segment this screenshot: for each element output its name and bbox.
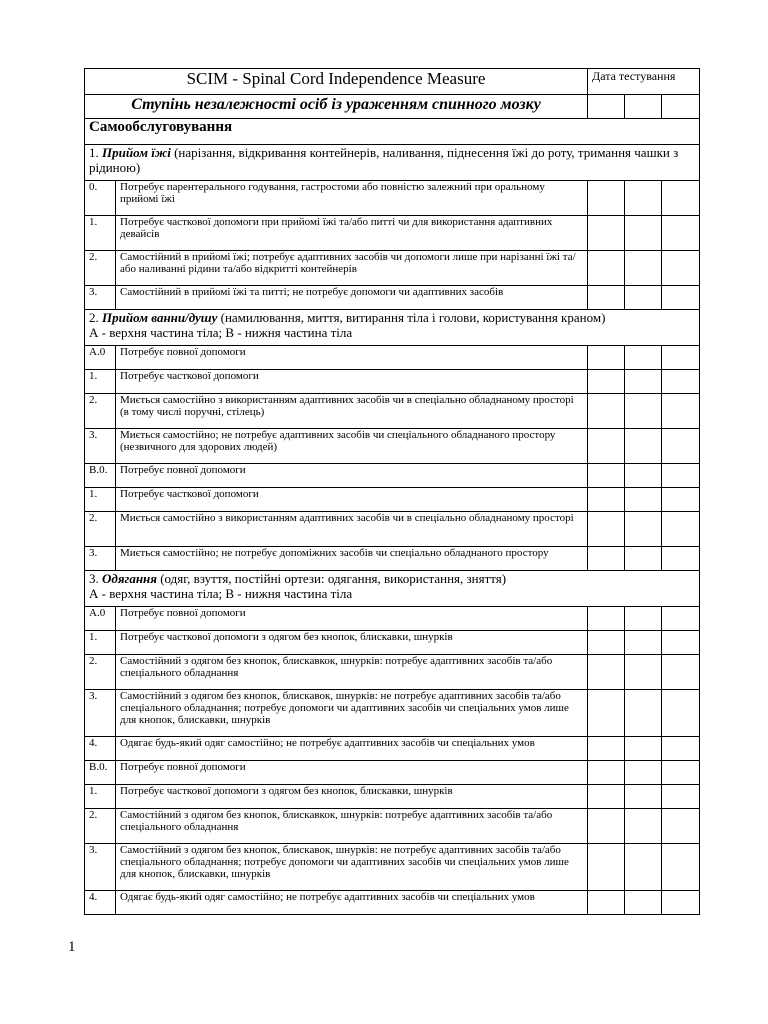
score-description: Потребує повної допомоги <box>116 761 588 785</box>
question-number: 3. <box>89 571 99 586</box>
score-entry-cell[interactable] <box>625 547 662 571</box>
score-entry-cell[interactable] <box>588 690 625 737</box>
score-description: Потребує часткової допомоги при прийомі їжі та/або питті чи для використання адаптивних девайсів <box>116 216 588 251</box>
scoring-row <box>85 631 700 655</box>
scoring-row <box>85 737 700 761</box>
scoring-row <box>85 785 700 809</box>
scoring-row <box>85 844 700 891</box>
score-entry-cell[interactable] <box>625 251 662 286</box>
score-code: A.0 <box>85 607 116 631</box>
score-description: Миється самостійно з використанням адаптивних засобів чи в спеціально обладнаному просторі (в тому числі поручні, стілець) <box>116 394 588 429</box>
page-number: 1 <box>68 939 76 955</box>
score-entry-cell[interactable] <box>662 737 700 761</box>
score-entry-cell[interactable] <box>588 631 625 655</box>
score-entry-cell[interactable] <box>662 488 700 512</box>
score-entry-cell[interactable] <box>662 809 700 844</box>
score-description: Потребує повної допомоги <box>116 346 588 370</box>
score-entry-cell[interactable] <box>588 286 625 310</box>
score-description: Миється самостійно; не потребує адаптивних засобів чи спеціального обладнаного простору (незвичного для здорових людей) <box>116 429 588 464</box>
score-code: B.0. <box>85 761 116 785</box>
question-title: Одягання <box>102 571 157 586</box>
score-code: 2. <box>85 394 116 429</box>
score-entry-cell[interactable] <box>588 370 625 394</box>
score-entry-cell[interactable] <box>662 631 700 655</box>
score-entry-cell[interactable] <box>625 346 662 370</box>
score-entry-cell[interactable] <box>588 809 625 844</box>
score-description: Одягає будь-який одяг самостійно; не потребує адаптивних засобів чи спеціальних умов <box>116 737 588 761</box>
score-entry-cell[interactable] <box>588 251 625 286</box>
score-entry-cell[interactable] <box>662 607 700 631</box>
score-entry-cell[interactable] <box>588 181 625 216</box>
score-entry-cell[interactable] <box>588 607 625 631</box>
scoring-row <box>85 394 700 429</box>
scoring-row <box>85 286 700 310</box>
question-subnote: А - верхня частина тіла; В - нижня частина тіла <box>89 586 353 601</box>
score-entry-cell[interactable] <box>662 370 700 394</box>
score-code: 1. <box>85 488 116 512</box>
score-entry-cell[interactable] <box>588 844 625 891</box>
scoring-row <box>85 690 700 737</box>
scoring-row <box>85 547 700 571</box>
question-header-row <box>85 145 700 181</box>
score-entry-cell[interactable] <box>625 737 662 761</box>
score-code: 2. <box>85 655 116 690</box>
score-entry-cell[interactable] <box>662 891 700 915</box>
score-entry-cell[interactable] <box>662 761 700 785</box>
score-code: 3. <box>85 429 116 464</box>
score-entry-cell[interactable] <box>662 429 700 464</box>
score-entry-cell[interactable] <box>588 547 625 571</box>
score-code: 3. <box>85 690 116 737</box>
scoring-row <box>85 607 700 631</box>
score-code: 3. <box>85 547 116 571</box>
score-entry-cell[interactable] <box>625 181 662 216</box>
score-description: Самостійний з одягом без кнопок, блискавкок, шнурків: потребує адаптивних засобів та/або спеціального обладнання <box>116 655 588 690</box>
score-entry-cell[interactable] <box>662 655 700 690</box>
scoring-row <box>85 761 700 785</box>
question-subnote: А - верхня частина тіла; В - нижня частина тіла <box>89 325 353 340</box>
score-entry-cell[interactable] <box>588 394 625 429</box>
score-description: Самостійний з одягом без кнопок, блискавкок, шнурків: потребує адаптивних засобів та/або спеціального обладнання <box>116 809 588 844</box>
score-entry-cell[interactable] <box>662 216 700 251</box>
score-description: Самостійний з одягом без кнопок, блискавок, шнурків: не потребує адаптивних засобів та/або спеціального обладнання; потребує допомоги чи адаптивних засобів чи спеціальних умов лише для кнопок, блискавки, шнурків <box>116 690 588 737</box>
scoring-row <box>85 891 700 915</box>
score-entry-cell[interactable] <box>625 785 662 809</box>
score-entry-cell[interactable] <box>662 547 700 571</box>
score-description: Потребує парентерального годування, гастростоми або повністю залежний при оральному прийомі їжі <box>116 181 588 216</box>
test-date-label: Дата тестування <box>588 69 700 95</box>
scoring-row <box>85 429 700 464</box>
score-description: Самостійний в прийомі їжі та питті; не потребує допомоги чи адаптивних засобів <box>116 286 588 310</box>
scim-form-table <box>84 68 700 915</box>
question-number: 2. <box>89 310 99 325</box>
score-entry-cell[interactable] <box>662 464 700 488</box>
score-entry-cell[interactable] <box>625 631 662 655</box>
score-entry-cell[interactable] <box>625 761 662 785</box>
score-entry-cell[interactable] <box>625 809 662 844</box>
score-entry-cell[interactable] <box>662 785 700 809</box>
score-code: 2. <box>85 251 116 286</box>
section-title: Самообслуговування <box>85 119 700 145</box>
question-title: Прийом їжі <box>102 145 171 160</box>
score-code: 2. <box>85 512 116 547</box>
score-description: Одягає будь-який одяг самостійно; не потребує адаптивних засобів чи спеціальних умов <box>116 891 588 915</box>
date-input-cell[interactable] <box>625 95 662 119</box>
score-entry-cell[interactable] <box>625 690 662 737</box>
score-description: Потребує часткової допомоги <box>116 488 588 512</box>
score-code: 4. <box>85 737 116 761</box>
score-description: Потребує повної допомоги <box>116 607 588 631</box>
score-code: 4. <box>85 891 116 915</box>
score-entry-cell[interactable] <box>588 464 625 488</box>
score-entry-cell[interactable] <box>662 251 700 286</box>
score-description: Миється самостійно; не потребує допоміжних засобів чи спеціально обладнаного простору <box>116 547 588 571</box>
score-entry-cell[interactable] <box>662 844 700 891</box>
score-entry-cell[interactable] <box>625 370 662 394</box>
question-header-row <box>85 571 700 607</box>
scoring-row <box>85 370 700 394</box>
question-number: 1. <box>89 145 99 160</box>
score-description: Потребує часткової допомоги з одягом без кнопок, блискавки, шнурків <box>116 631 588 655</box>
score-code: A.0 <box>85 346 116 370</box>
score-entry-cell[interactable] <box>588 785 625 809</box>
score-entry-cell[interactable] <box>625 607 662 631</box>
form-title: SCIM - Spinal Cord Independence Measure <box>85 69 588 95</box>
score-entry-cell[interactable] <box>588 346 625 370</box>
score-description: Потребує часткової допомоги з одягом без кнопок, блискавки, шнурків <box>116 785 588 809</box>
scoring-row <box>85 488 700 512</box>
scoring-row <box>85 512 700 547</box>
score-entry-cell[interactable] <box>662 346 700 370</box>
score-entry-cell[interactable] <box>588 891 625 915</box>
scoring-row <box>85 346 700 370</box>
score-entry-cell[interactable] <box>625 844 662 891</box>
question-header-row <box>85 310 700 346</box>
scoring-row <box>85 809 700 844</box>
scoring-row <box>85 216 700 251</box>
score-code: 3. <box>85 286 116 310</box>
score-code: B.0. <box>85 464 116 488</box>
score-entry-cell[interactable] <box>588 488 625 512</box>
score-entry-cell[interactable] <box>625 891 662 915</box>
score-description: Потребує часткової допомоги <box>116 370 588 394</box>
score-entry-cell[interactable] <box>662 286 700 310</box>
date-input-cell[interactable] <box>588 95 625 119</box>
score-code: 0. <box>85 181 116 216</box>
question-header <box>85 571 700 607</box>
score-entry-cell[interactable] <box>588 655 625 690</box>
score-entry-cell[interactable] <box>625 429 662 464</box>
score-entry-cell[interactable] <box>588 512 625 547</box>
score-entry-cell[interactable] <box>662 690 700 737</box>
score-description: Самостійний з одягом без кнопок, блискавок, шнурків: не потребує адаптивних засобів та/або спеціального обладнання; потребує допомоги чи адаптивних засобів чи спеціальних умов лише для кнопок, блискавки, шнурків <box>116 844 588 891</box>
score-entry-cell[interactable] <box>588 429 625 464</box>
score-entry-cell[interactable] <box>625 216 662 251</box>
score-entry-cell[interactable] <box>625 488 662 512</box>
score-entry-cell[interactable] <box>625 464 662 488</box>
scoring-row <box>85 251 700 286</box>
score-code: 1. <box>85 631 116 655</box>
score-entry-cell[interactable] <box>625 512 662 547</box>
scoring-row <box>85 181 700 216</box>
score-entry-cell[interactable] <box>588 761 625 785</box>
score-entry-cell[interactable] <box>588 737 625 761</box>
score-code: 1. <box>85 370 116 394</box>
score-code: 1. <box>85 216 116 251</box>
score-description: Потребує повної допомоги <box>116 464 588 488</box>
question-header <box>85 310 700 346</box>
score-description: Самостійний в прийомі їжі; потребує адаптивних засобів чи допомоги лише при нарізанні їжі та/або наливанні рідини та/або відкритті контейнерів <box>116 251 588 286</box>
score-entry-cell[interactable] <box>588 216 625 251</box>
question-header <box>85 145 700 181</box>
score-entry-cell[interactable] <box>662 181 700 216</box>
question-description: (намилювання, миття, витирання тіла і голови, користування краном) <box>217 310 606 325</box>
score-code: 3. <box>85 844 116 891</box>
form-subtitle: Ступінь незалежності осіб із ураженням спинного мозку <box>85 95 588 119</box>
scoring-row <box>85 655 700 690</box>
score-entry-cell[interactable] <box>662 394 700 429</box>
score-entry-cell[interactable] <box>625 655 662 690</box>
score-entry-cell[interactable] <box>625 286 662 310</box>
question-description: (нарізання, відкривання контейнерів, наливання, піднесення їжі до роту, тримання чашки з рідиною) <box>89 145 679 175</box>
score-code: 1. <box>85 785 116 809</box>
score-entry-cell[interactable] <box>662 512 700 547</box>
question-title: Прийом ванни/душу <box>102 310 218 325</box>
date-input-cell[interactable] <box>662 95 700 119</box>
score-entry-cell[interactable] <box>625 394 662 429</box>
score-code: 2. <box>85 809 116 844</box>
scoring-row <box>85 464 700 488</box>
question-description: (одяг, взуття, постійні ортези: одягання, використання, зняття) <box>156 571 507 586</box>
score-description: Миється самостійно з використанням адаптивних засобів чи в спеціально обладнаному просторі <box>116 512 588 547</box>
